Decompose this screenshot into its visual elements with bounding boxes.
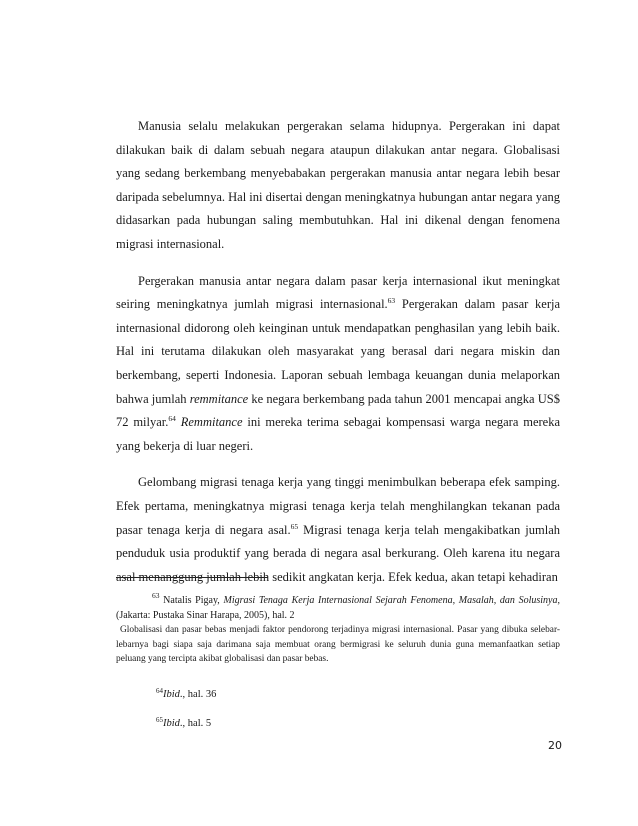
- footnote-marker: 63: [152, 591, 160, 600]
- text-run: ini mereka terima sebagai kompensasi warga negara mereka yang bekerja di luar negeri.: [116, 415, 560, 453]
- paragraph-3: [116, 471, 560, 589]
- text-run: Manusia selalu melakukan pergerakan selama hidupnya. Pergerakan ini dapat dilakukan baik di dalam sebuah negara ataupun dilakukan antar negara. Globalisasi yang sedang berkembang menyebabakan pergerakan manusia antar negara lebih besar daripada sebelumnya. Hal ini disertai dengan meningkatnya hubungan antar negara yang didasarkan pada hubungan saling membutuhkan. Hal ini dikenal dengan fenomena migrasi internasional.: [116, 119, 560, 251]
- text-run: Pergerakan dalam pasar kerja internasional didorong oleh keinginan untuk mendapatkan penghasilan yang lebih baik. Hal ini terutama dilakukan oleh masyarakat yang berasal dari negara miskin dan berkembang, seperti Indonesia. Laporan sebuah lembaga keuangan dunia melaporkan bahwa jumlah: [116, 297, 560, 406]
- text-run: Gelombang migrasi tenaga kerja yang tinggi menimbulkan beberapa efek samping. Efek pertama, meningkatnya migrasi tenaga kerja telah menghilangkan tekanan pada pasar tenaga kerja di negara asal.: [116, 475, 560, 537]
- page-number: 20: [548, 739, 562, 752]
- footnote-63: [116, 593, 560, 623]
- footnote-65: [156, 718, 211, 729]
- footnote-marker: 64: [156, 687, 163, 695]
- footnote-64: [156, 689, 216, 700]
- footnote-ibid: Ibid: [163, 689, 180, 700]
- italic-term: Remmitance: [180, 415, 243, 430]
- paragraph-1: [116, 115, 560, 257]
- paragraph-2: [116, 270, 560, 459]
- body-text: [116, 115, 560, 589]
- text-run: ke negara berkembang pada tahun 2001 mencapai angka US$ 72 milyar.: [116, 391, 560, 430]
- footnote-reference: 63: [387, 296, 396, 306]
- footnote-reference: 64: [168, 414, 176, 424]
- footnote-page-ref: ., hal. 5: [179, 718, 212, 729]
- footnote-publication: , (Jakarta: Pustaka Sinar Harapa, 2005), hal. 2: [116, 595, 560, 621]
- italic-term: remmitance: [189, 391, 249, 406]
- footnote-reference: 65: [290, 521, 299, 531]
- footnote-page-ref: ., hal. 36: [179, 689, 217, 700]
- footnote-separator: [116, 577, 268, 578]
- footnote-author: Natalis Pigay,: [159, 595, 224, 606]
- footnote-ibid: Ibid: [163, 718, 180, 729]
- footnote-63-continuation: Globalisasi dan pasar bebas menjadi faktor pendorong terjadinya migrasi internasional. Pasar yang dibuka selebar-lebarnya bagi siapa saja darimana saja membuat orang bermigrasi ke seluruh dunia guna memanfaatkan setiap peluang yang tercipta akibat globalisasi dan pasar bebas.: [116, 625, 560, 665]
- text-run: Migrasi tenaga kerja telah mengakibatkan jumlah penduduk usia produktif yang berada di negara asal berkurang. Oleh karena itu negara asal menanggung jumlah lebih sedikit angkatan kerja. Efek kedua, akan tetapi kehadiran: [116, 522, 561, 584]
- footnotes: [116, 593, 560, 667]
- footnote-marker: 65: [156, 716, 163, 724]
- text-run: Pergerakan manusia antar negara dalam pasar kerja internasional ikut meningkat seiring meningkatnya jumlah migrasi internasional.: [116, 273, 560, 312]
- footnote-book-title: Migrasi Tenaga Kerja Internasional Sejarah Fenomena, Masalah, dan Solusinya: [223, 595, 558, 606]
